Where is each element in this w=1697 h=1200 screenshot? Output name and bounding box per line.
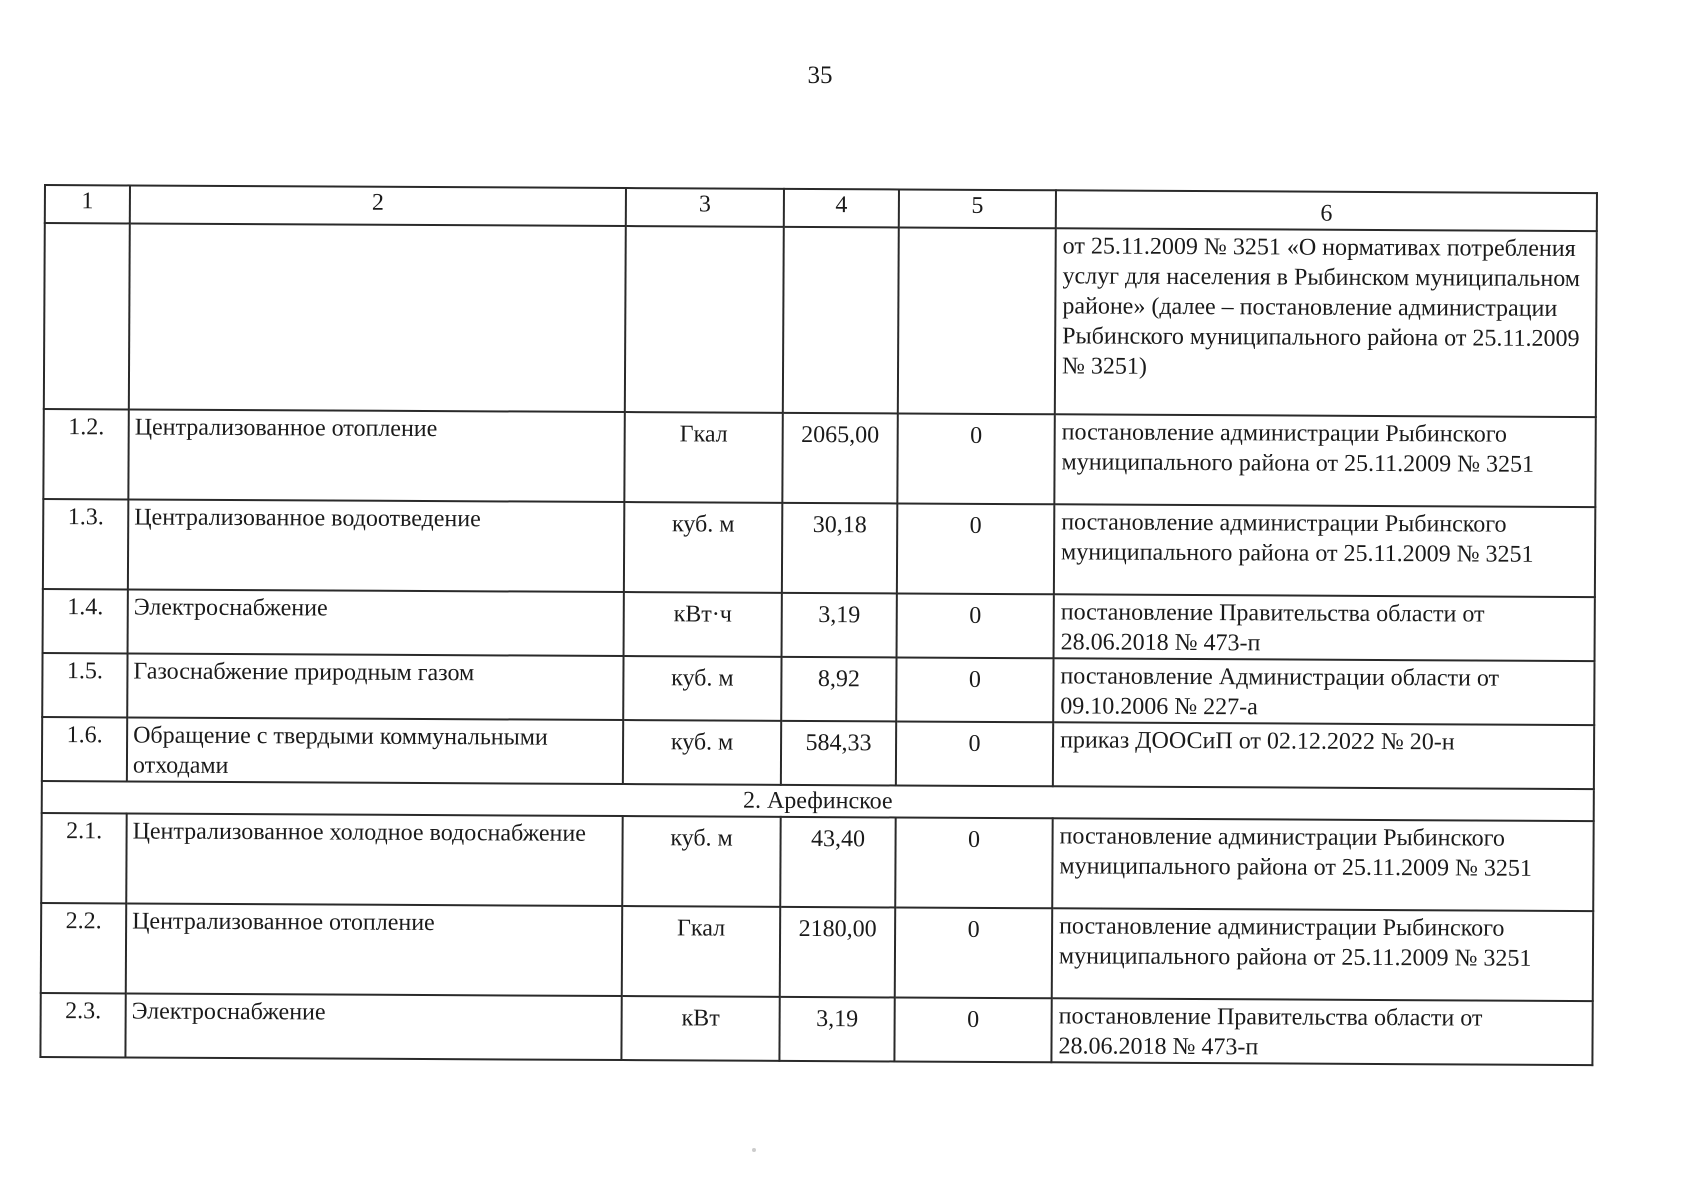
table-row (42, 717, 1594, 789)
legal-basis-cell: приказ ДООСиП от 02.12.2022 № 20-н (1053, 722, 1594, 789)
header-col-1: 1 (45, 185, 130, 223)
quantity-cell (783, 227, 899, 414)
service-name: Централизованное отопление (128, 409, 624, 502)
table-row (41, 813, 1593, 911)
service-name (129, 223, 626, 412)
row-number: 1.3. (43, 499, 128, 589)
table-row (43, 409, 1595, 507)
tariff-table (39, 184, 1598, 1066)
quantity-cell: 3,19 (782, 593, 897, 658)
row-number: 1.6. (42, 717, 127, 781)
header-col-5: 5 (899, 189, 1056, 228)
quantity-cell: 2180,00 (780, 907, 895, 998)
quantity-cell: 8,92 (781, 657, 896, 722)
row-number (44, 223, 130, 409)
continuation-row (44, 223, 1597, 417)
unit-cell: кВт·ч (624, 592, 782, 657)
header-col-3: 3 (626, 188, 784, 227)
service-name: Централизованное отопление (126, 903, 622, 996)
table-row (41, 903, 1593, 1001)
service-name: Централизованное водоотведение (128, 499, 624, 592)
service-name: Электроснабжение (125, 993, 621, 1060)
section-title: 2. Арефинское (42, 781, 1594, 821)
legal-basis-cell: постановление администрации Рыбинского муниципального района от 25.11.2009 № 3251 (1052, 908, 1593, 1001)
table-row (43, 499, 1595, 597)
service-name: Обращение с твердыми коммунальными отходами (127, 717, 623, 784)
quantity-cell: 3,19 (779, 997, 894, 1062)
table-row (42, 653, 1594, 725)
service-name: Электроснабжение (128, 589, 624, 656)
legal-basis-cell: постановление Администрации области от 09.10.2006 № 227-а (1053, 658, 1594, 725)
table-row (43, 589, 1595, 661)
unit-cell: куб. м (623, 656, 781, 721)
service-name: Газоснабжение природным газом (127, 653, 623, 720)
unit-cell: куб. м (623, 720, 781, 785)
value-cell: 0 (894, 997, 1051, 1062)
unit-cell (625, 226, 784, 413)
legal-basis-cell: постановление Правительства области от 28.06.2018 № 473-п (1051, 998, 1592, 1065)
tariff-table-wrapper (39, 184, 1596, 1066)
quantity-cell: 43,40 (780, 817, 895, 908)
header-col-6: 6 (1056, 190, 1597, 231)
unit-cell: Гкал (624, 412, 782, 503)
unit-cell: Гкал (622, 906, 780, 997)
row-number: 2.1. (41, 813, 126, 903)
legal-basis-cell: постановление Правительства области от 28.06.2018 № 473-п (1054, 594, 1595, 661)
row-number: 2.3. (40, 993, 125, 1057)
row-number: 1.2. (43, 409, 128, 499)
page-number: 35 (807, 62, 833, 89)
service-name: Централизованное холодное водоснабжение (126, 813, 622, 906)
quantity-cell: 584,33 (781, 721, 896, 786)
value-cell: 0 (896, 657, 1053, 722)
value-cell: 0 (897, 503, 1054, 594)
unit-cell: куб. м (622, 816, 780, 907)
legal-basis-cell: постановление администрации Рыбинского муниципального района от 25.11.2009 № 3251 (1052, 818, 1593, 911)
value-cell: 0 (897, 413, 1054, 504)
scan-speck (752, 1148, 756, 1152)
quantity-cell: 2065,00 (782, 413, 897, 504)
legal-basis-cell: от 25.11.2009 № 3251 «О нормативах потребления услуг для населения в Рыбинском муниципальном районе» (далее – постановление администрации Рыбинского муниципального района от 25.11.2009 № 3251) (1055, 228, 1597, 417)
value-cell: 0 (897, 593, 1054, 658)
row-number: 1.5. (42, 653, 127, 717)
row-number: 2.2. (41, 903, 126, 993)
unit-cell: куб. м (624, 502, 782, 593)
table-row (40, 993, 1592, 1065)
value-cell: 0 (896, 721, 1053, 786)
legal-basis-cell: постановление администрации Рыбинского муниципального района от 25.11.2009 № 3251 (1054, 504, 1595, 597)
value-cell: 0 (895, 907, 1052, 998)
row-number: 1.4. (43, 589, 128, 653)
header-col-4: 4 (784, 189, 899, 228)
value-cell: 0 (895, 817, 1052, 908)
legal-basis-cell: постановление администрации Рыбинского муниципального района от 25.11.2009 № 3251 (1054, 414, 1595, 507)
quantity-cell: 30,18 (782, 503, 897, 594)
value-cell (898, 227, 1056, 414)
header-col-2: 2 (130, 185, 626, 226)
unit-cell: кВт (621, 996, 779, 1061)
